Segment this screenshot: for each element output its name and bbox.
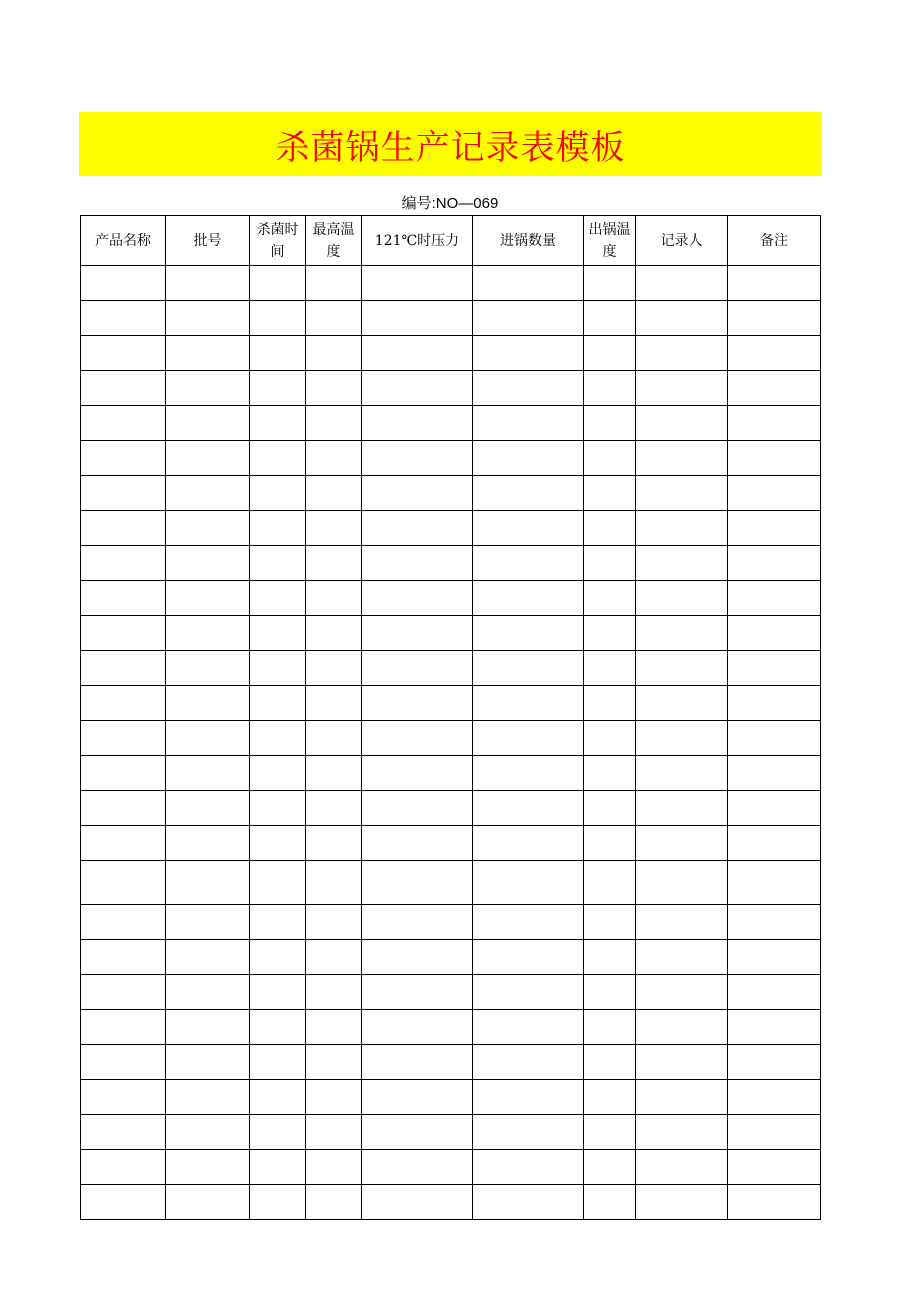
table-cell-pressure-121[interactable] (362, 546, 473, 581)
table-cell-product-name[interactable] (81, 1185, 166, 1220)
table-cell-out-temp[interactable] (584, 1010, 636, 1045)
table-cell-sterilize-time[interactable] (250, 406, 306, 441)
table-cell-pressure-121[interactable] (362, 476, 473, 511)
table-cell-max-temp[interactable] (306, 975, 362, 1010)
table-row (81, 1010, 821, 1045)
table-cell-batch[interactable] (166, 791, 250, 826)
column-header-sterilize-time: 杀菌时间 (250, 216, 306, 266)
table-cell-out-temp[interactable] (584, 336, 636, 371)
table-cell-product-name[interactable] (81, 861, 166, 905)
table-row (81, 476, 821, 511)
table-cell-in-quantity[interactable] (473, 1080, 584, 1115)
table-cell-in-quantity[interactable] (473, 686, 584, 721)
table-cell-in-quantity[interactable] (473, 616, 584, 651)
table-cell-sterilize-time[interactable] (250, 905, 306, 940)
table-row (81, 301, 821, 336)
table-cell-sterilize-time[interactable] (250, 975, 306, 1010)
table-row (81, 651, 821, 686)
table-cell-max-temp[interactable] (306, 266, 362, 301)
table-cell-recorder[interactable] (636, 905, 728, 940)
table-cell-remarks[interactable] (728, 266, 821, 301)
table-cell-recorder[interactable] (636, 301, 728, 336)
table-cell-product-name[interactable] (81, 1080, 166, 1115)
table-cell-out-temp[interactable] (584, 861, 636, 905)
table-cell-max-temp[interactable] (306, 861, 362, 905)
table-cell-sterilize-time[interactable] (250, 1010, 306, 1045)
table-cell-product-name[interactable] (81, 301, 166, 336)
table-cell-in-quantity[interactable] (473, 905, 584, 940)
table-cell-out-temp[interactable] (584, 756, 636, 791)
table-cell-in-quantity[interactable] (473, 861, 584, 905)
table-cell-out-temp[interactable] (584, 1150, 636, 1185)
table-cell-remarks[interactable] (728, 1010, 821, 1045)
table-cell-out-temp[interactable] (584, 546, 636, 581)
table-cell-batch[interactable] (166, 266, 250, 301)
table-cell-pressure-121[interactable] (362, 861, 473, 905)
table-cell-pressure-121[interactable] (362, 616, 473, 651)
table-cell-sterilize-time[interactable] (250, 511, 306, 546)
table-cell-remarks[interactable] (728, 1150, 821, 1185)
table-cell-pressure-121[interactable] (362, 1150, 473, 1185)
table-cell-pressure-121[interactable] (362, 301, 473, 336)
table-cell-pressure-121[interactable] (362, 940, 473, 975)
table-cell-remarks[interactable] (728, 336, 821, 371)
table-cell-pressure-121[interactable] (362, 1080, 473, 1115)
table-cell-product-name[interactable] (81, 266, 166, 301)
table-row (81, 511, 821, 546)
table-cell-max-temp[interactable] (306, 616, 362, 651)
table-cell-in-quantity[interactable] (473, 371, 584, 406)
table-cell-out-temp[interactable] (584, 791, 636, 826)
table-cell-sterilize-time[interactable] (250, 581, 306, 616)
table-cell-remarks[interactable] (728, 441, 821, 476)
table-cell-remarks[interactable] (728, 1080, 821, 1115)
table-cell-batch[interactable] (166, 861, 250, 905)
table-cell-sterilize-time[interactable] (250, 476, 306, 511)
table-cell-remarks[interactable] (728, 511, 821, 546)
table-cell-sterilize-time[interactable] (250, 371, 306, 406)
table-cell-sterilize-time[interactable] (250, 301, 306, 336)
table-row (81, 791, 821, 826)
table-cell-out-temp[interactable] (584, 476, 636, 511)
table-cell-batch[interactable] (166, 1115, 250, 1150)
table-row (81, 1080, 821, 1115)
table-cell-in-quantity[interactable] (473, 266, 584, 301)
table-row (81, 861, 821, 905)
table-cell-batch[interactable] (166, 1045, 250, 1080)
table-cell-pressure-121[interactable] (362, 441, 473, 476)
table-cell-max-temp[interactable] (306, 581, 362, 616)
table-cell-recorder[interactable] (636, 756, 728, 791)
table-cell-sterilize-time[interactable] (250, 686, 306, 721)
table-cell-remarks[interactable] (728, 476, 821, 511)
table-cell-recorder[interactable] (636, 1150, 728, 1185)
table-cell-recorder[interactable] (636, 975, 728, 1010)
table-cell-recorder[interactable] (636, 861, 728, 905)
table-cell-max-temp[interactable] (306, 371, 362, 406)
table-cell-sterilize-time[interactable] (250, 1080, 306, 1115)
table-cell-remarks[interactable] (728, 301, 821, 336)
table-cell-max-temp[interactable] (306, 940, 362, 975)
table-cell-in-quantity[interactable] (473, 1115, 584, 1150)
table-row (81, 940, 821, 975)
table-cell-recorder[interactable] (636, 581, 728, 616)
table-cell-batch[interactable] (166, 441, 250, 476)
table-cell-in-quantity[interactable] (473, 940, 584, 975)
table-cell-max-temp[interactable] (306, 1150, 362, 1185)
table-cell-in-quantity[interactable] (473, 546, 584, 581)
table-cell-product-name[interactable] (81, 581, 166, 616)
table-cell-sterilize-time[interactable] (250, 441, 306, 476)
table-cell-pressure-121[interactable] (362, 975, 473, 1010)
table-cell-recorder[interactable] (636, 791, 728, 826)
column-header-out-temp: 出锅温度 (584, 216, 636, 266)
table-cell-out-temp[interactable] (584, 616, 636, 651)
table-cell-pressure-121[interactable] (362, 336, 473, 371)
table-cell-batch[interactable] (166, 406, 250, 441)
table-cell-pressure-121[interactable] (362, 791, 473, 826)
table-cell-remarks[interactable] (728, 721, 821, 756)
table-row (81, 1185, 821, 1220)
table-row (81, 756, 821, 791)
table-cell-out-temp[interactable] (584, 1185, 636, 1220)
table-cell-sterilize-time[interactable] (250, 336, 306, 371)
table-cell-product-name[interactable] (81, 1010, 166, 1045)
table-cell-max-temp[interactable] (306, 905, 362, 940)
table-cell-recorder[interactable] (636, 1045, 728, 1080)
table-row (81, 1045, 821, 1080)
table-cell-in-quantity[interactable] (473, 476, 584, 511)
table-cell-max-temp[interactable] (306, 1115, 362, 1150)
title-banner (79, 112, 822, 176)
table-cell-sterilize-time[interactable] (250, 1150, 306, 1185)
table-cell-remarks[interactable] (728, 756, 821, 791)
table-cell-max-temp[interactable] (306, 546, 362, 581)
table-cell-recorder[interactable] (636, 616, 728, 651)
table-cell-in-quantity[interactable] (473, 511, 584, 546)
table-cell-sterilize-time[interactable] (250, 1115, 306, 1150)
table-cell-max-temp[interactable] (306, 1010, 362, 1045)
table-cell-recorder[interactable] (636, 651, 728, 686)
table-row (81, 721, 821, 756)
table-cell-recorder[interactable] (636, 371, 728, 406)
table-cell-product-name[interactable] (81, 1045, 166, 1080)
document-title: 杀菌锅生产记录表模板 (275, 127, 626, 168)
table-cell-out-temp[interactable] (584, 975, 636, 1010)
table-cell-batch[interactable] (166, 301, 250, 336)
table-cell-sterilize-time[interactable] (250, 940, 306, 975)
table-cell-max-temp[interactable] (306, 1045, 362, 1080)
table-cell-sterilize-time[interactable] (250, 826, 306, 861)
column-header-recorder: 记录人 (636, 216, 728, 266)
table-cell-recorder[interactable] (636, 546, 728, 581)
table-cell-pressure-121[interactable] (362, 651, 473, 686)
table-cell-out-temp[interactable] (584, 266, 636, 301)
table-cell-out-temp[interactable] (584, 686, 636, 721)
table-cell-recorder[interactable] (636, 476, 728, 511)
table-cell-remarks[interactable] (728, 581, 821, 616)
table-cell-product-name[interactable] (81, 686, 166, 721)
table-cell-batch[interactable] (166, 826, 250, 861)
table-cell-out-temp[interactable] (584, 441, 636, 476)
table-cell-product-name[interactable] (81, 756, 166, 791)
table-cell-product-name[interactable] (81, 940, 166, 975)
column-header-remarks: 备注 (728, 216, 821, 266)
table-cell-in-quantity[interactable] (473, 581, 584, 616)
table-cell-max-temp[interactable] (306, 406, 362, 441)
table-cell-product-name[interactable] (81, 1150, 166, 1185)
table-cell-product-name[interactable] (81, 826, 166, 861)
table-cell-out-temp[interactable] (584, 1115, 636, 1150)
header-row (81, 216, 821, 266)
table-cell-product-name[interactable] (81, 1115, 166, 1150)
table-row (81, 371, 821, 406)
table-cell-max-temp[interactable] (306, 511, 362, 546)
table-cell-out-temp[interactable] (584, 581, 636, 616)
table-row (81, 975, 821, 1010)
table-cell-pressure-121[interactable] (362, 1115, 473, 1150)
table-cell-recorder[interactable] (636, 1010, 728, 1045)
table-cell-batch[interactable] (166, 756, 250, 791)
table-cell-batch[interactable] (166, 581, 250, 616)
table-cell-pressure-121[interactable] (362, 756, 473, 791)
table-cell-batch[interactable] (166, 686, 250, 721)
table-cell-product-name[interactable] (81, 511, 166, 546)
table-cell-recorder[interactable] (636, 1115, 728, 1150)
table-cell-in-quantity[interactable] (473, 1150, 584, 1185)
table-cell-pressure-121[interactable] (362, 1185, 473, 1220)
table-cell-product-name[interactable] (81, 651, 166, 686)
table-cell-sterilize-time[interactable] (250, 616, 306, 651)
table-cell-out-temp[interactable] (584, 511, 636, 546)
table-cell-max-temp[interactable] (306, 686, 362, 721)
table-cell-batch[interactable] (166, 616, 250, 651)
table-cell-sterilize-time[interactable] (250, 861, 306, 905)
table-row (81, 616, 821, 651)
table-cell-pressure-121[interactable] (362, 266, 473, 301)
table-cell-recorder[interactable] (636, 1080, 728, 1115)
table-cell-sterilize-time[interactable] (250, 756, 306, 791)
table-body (81, 266, 821, 1220)
table-cell-remarks[interactable] (728, 791, 821, 826)
table-cell-remarks[interactable] (728, 686, 821, 721)
table-cell-product-name[interactable] (81, 975, 166, 1010)
table-cell-batch[interactable] (166, 1185, 250, 1220)
table-cell-pressure-121[interactable] (362, 406, 473, 441)
table-cell-in-quantity[interactable] (473, 336, 584, 371)
table-cell-remarks[interactable] (728, 406, 821, 441)
table-row (81, 441, 821, 476)
table-cell-batch[interactable] (166, 905, 250, 940)
table-cell-max-temp[interactable] (306, 336, 362, 371)
table-cell-out-temp[interactable] (584, 826, 636, 861)
table-cell-remarks[interactable] (728, 616, 821, 651)
table-cell-batch[interactable] (166, 546, 250, 581)
table-cell-batch[interactable] (166, 975, 250, 1010)
table-cell-pressure-121[interactable] (362, 581, 473, 616)
table-cell-out-temp[interactable] (584, 1045, 636, 1080)
table-cell-max-temp[interactable] (306, 651, 362, 686)
table-cell-product-name[interactable] (81, 546, 166, 581)
record-table (80, 215, 821, 1220)
table-row (81, 1150, 821, 1185)
table-cell-recorder[interactable] (636, 266, 728, 301)
table-row (81, 406, 821, 441)
table-cell-max-temp[interactable] (306, 826, 362, 861)
table-cell-remarks[interactable] (728, 861, 821, 905)
table-cell-batch[interactable] (166, 1080, 250, 1115)
table-cell-recorder[interactable] (636, 406, 728, 441)
table-row (81, 266, 821, 301)
table-row (81, 336, 821, 371)
table-row (81, 546, 821, 581)
table-cell-recorder[interactable] (636, 511, 728, 546)
table-cell-pressure-121[interactable] (362, 826, 473, 861)
table-cell-in-quantity[interactable] (473, 826, 584, 861)
table-cell-remarks[interactable] (728, 1045, 821, 1080)
table-cell-recorder[interactable] (636, 336, 728, 371)
table-row (81, 581, 821, 616)
table-cell-out-temp[interactable] (584, 371, 636, 406)
table-cell-max-temp[interactable] (306, 756, 362, 791)
table-cell-out-temp[interactable] (584, 721, 636, 756)
table-cell-pressure-121[interactable] (362, 721, 473, 756)
table-cell-max-temp[interactable] (306, 441, 362, 476)
table-cell-batch[interactable] (166, 651, 250, 686)
table-cell-out-temp[interactable] (584, 301, 636, 336)
table-cell-sterilize-time[interactable] (250, 1045, 306, 1080)
table-cell-in-quantity[interactable] (473, 1045, 584, 1080)
table-cell-max-temp[interactable] (306, 1080, 362, 1115)
table-cell-remarks[interactable] (728, 371, 821, 406)
table-cell-product-name[interactable] (81, 616, 166, 651)
table-cell-remarks[interactable] (728, 546, 821, 581)
table-cell-in-quantity[interactable] (473, 651, 584, 686)
table-cell-pressure-121[interactable] (362, 511, 473, 546)
table-cell-in-quantity[interactable] (473, 1010, 584, 1045)
table-cell-sterilize-time[interactable] (250, 266, 306, 301)
table-cell-out-temp[interactable] (584, 1080, 636, 1115)
table-cell-recorder[interactable] (636, 1185, 728, 1220)
table-cell-in-quantity[interactable] (473, 301, 584, 336)
table-cell-max-temp[interactable] (306, 301, 362, 336)
table-cell-sterilize-time[interactable] (250, 791, 306, 826)
table-row (81, 826, 821, 861)
table-cell-batch[interactable] (166, 336, 250, 371)
table-cell-remarks[interactable] (728, 940, 821, 975)
table-cell-out-temp[interactable] (584, 940, 636, 975)
table-cell-sterilize-time[interactable] (250, 1185, 306, 1220)
table-cell-batch[interactable] (166, 1010, 250, 1045)
table-cell-in-quantity[interactable] (473, 406, 584, 441)
table-cell-max-temp[interactable] (306, 1185, 362, 1220)
table-cell-batch[interactable] (166, 940, 250, 975)
table-cell-pressure-121[interactable] (362, 1010, 473, 1045)
column-header-pressure-121: 121℃时压力 (362, 216, 473, 266)
table-cell-remarks[interactable] (728, 651, 821, 686)
table-cell-remarks[interactable] (728, 905, 821, 940)
table-cell-in-quantity[interactable] (473, 1185, 584, 1220)
table-cell-max-temp[interactable] (306, 721, 362, 756)
table-cell-product-name[interactable] (81, 721, 166, 756)
table-cell-remarks[interactable] (728, 975, 821, 1010)
table-row (81, 905, 821, 940)
table-cell-pressure-121[interactable] (362, 1045, 473, 1080)
table-cell-remarks[interactable] (728, 1185, 821, 1220)
table-cell-in-quantity[interactable] (473, 756, 584, 791)
column-header-product-name: 产品名称 (81, 216, 166, 266)
table-cell-out-temp[interactable] (584, 406, 636, 441)
table-cell-pressure-121[interactable] (362, 371, 473, 406)
table-cell-product-name[interactable] (81, 371, 166, 406)
table-cell-sterilize-time[interactable] (250, 546, 306, 581)
column-header-in-quantity: 进锅数量 (473, 216, 584, 266)
table-cell-product-name[interactable] (81, 441, 166, 476)
table-cell-out-temp[interactable] (584, 651, 636, 686)
table-cell-batch[interactable] (166, 476, 250, 511)
table-cell-in-quantity[interactable] (473, 975, 584, 1010)
table-cell-max-temp[interactable] (306, 476, 362, 511)
table-cell-sterilize-time[interactable] (250, 721, 306, 756)
table-cell-in-quantity[interactable] (473, 441, 584, 476)
table-cell-remarks[interactable] (728, 1115, 821, 1150)
table-cell-pressure-121[interactable] (362, 686, 473, 721)
table-row (81, 1115, 821, 1150)
table-cell-recorder[interactable] (636, 721, 728, 756)
table-cell-out-temp[interactable] (584, 905, 636, 940)
table-cell-recorder[interactable] (636, 686, 728, 721)
document-number: 编号:NO—069 (401, 195, 499, 212)
column-header-max-temp: 最高温度 (306, 216, 362, 266)
column-header-batch: 批号 (166, 216, 250, 266)
table-cell-batch[interactable] (166, 511, 250, 546)
table-cell-product-name[interactable] (81, 336, 166, 371)
table-cell-in-quantity[interactable] (473, 721, 584, 756)
table-cell-recorder[interactable] (636, 826, 728, 861)
table-cell-batch[interactable] (166, 721, 250, 756)
table-cell-sterilize-time[interactable] (250, 651, 306, 686)
table-cell-product-name[interactable] (81, 476, 166, 511)
table-cell-remarks[interactable] (728, 826, 821, 861)
table-cell-in-quantity[interactable] (473, 791, 584, 826)
table-cell-product-name[interactable] (81, 406, 166, 441)
table-row (81, 686, 821, 721)
table-cell-pressure-121[interactable] (362, 905, 473, 940)
table-cell-batch[interactable] (166, 1150, 250, 1185)
table-cell-max-temp[interactable] (306, 791, 362, 826)
table-cell-recorder[interactable] (636, 441, 728, 476)
table-cell-recorder[interactable] (636, 940, 728, 975)
table-cell-product-name[interactable] (81, 905, 166, 940)
table-cell-product-name[interactable] (81, 791, 166, 826)
table-cell-batch[interactable] (166, 371, 250, 406)
